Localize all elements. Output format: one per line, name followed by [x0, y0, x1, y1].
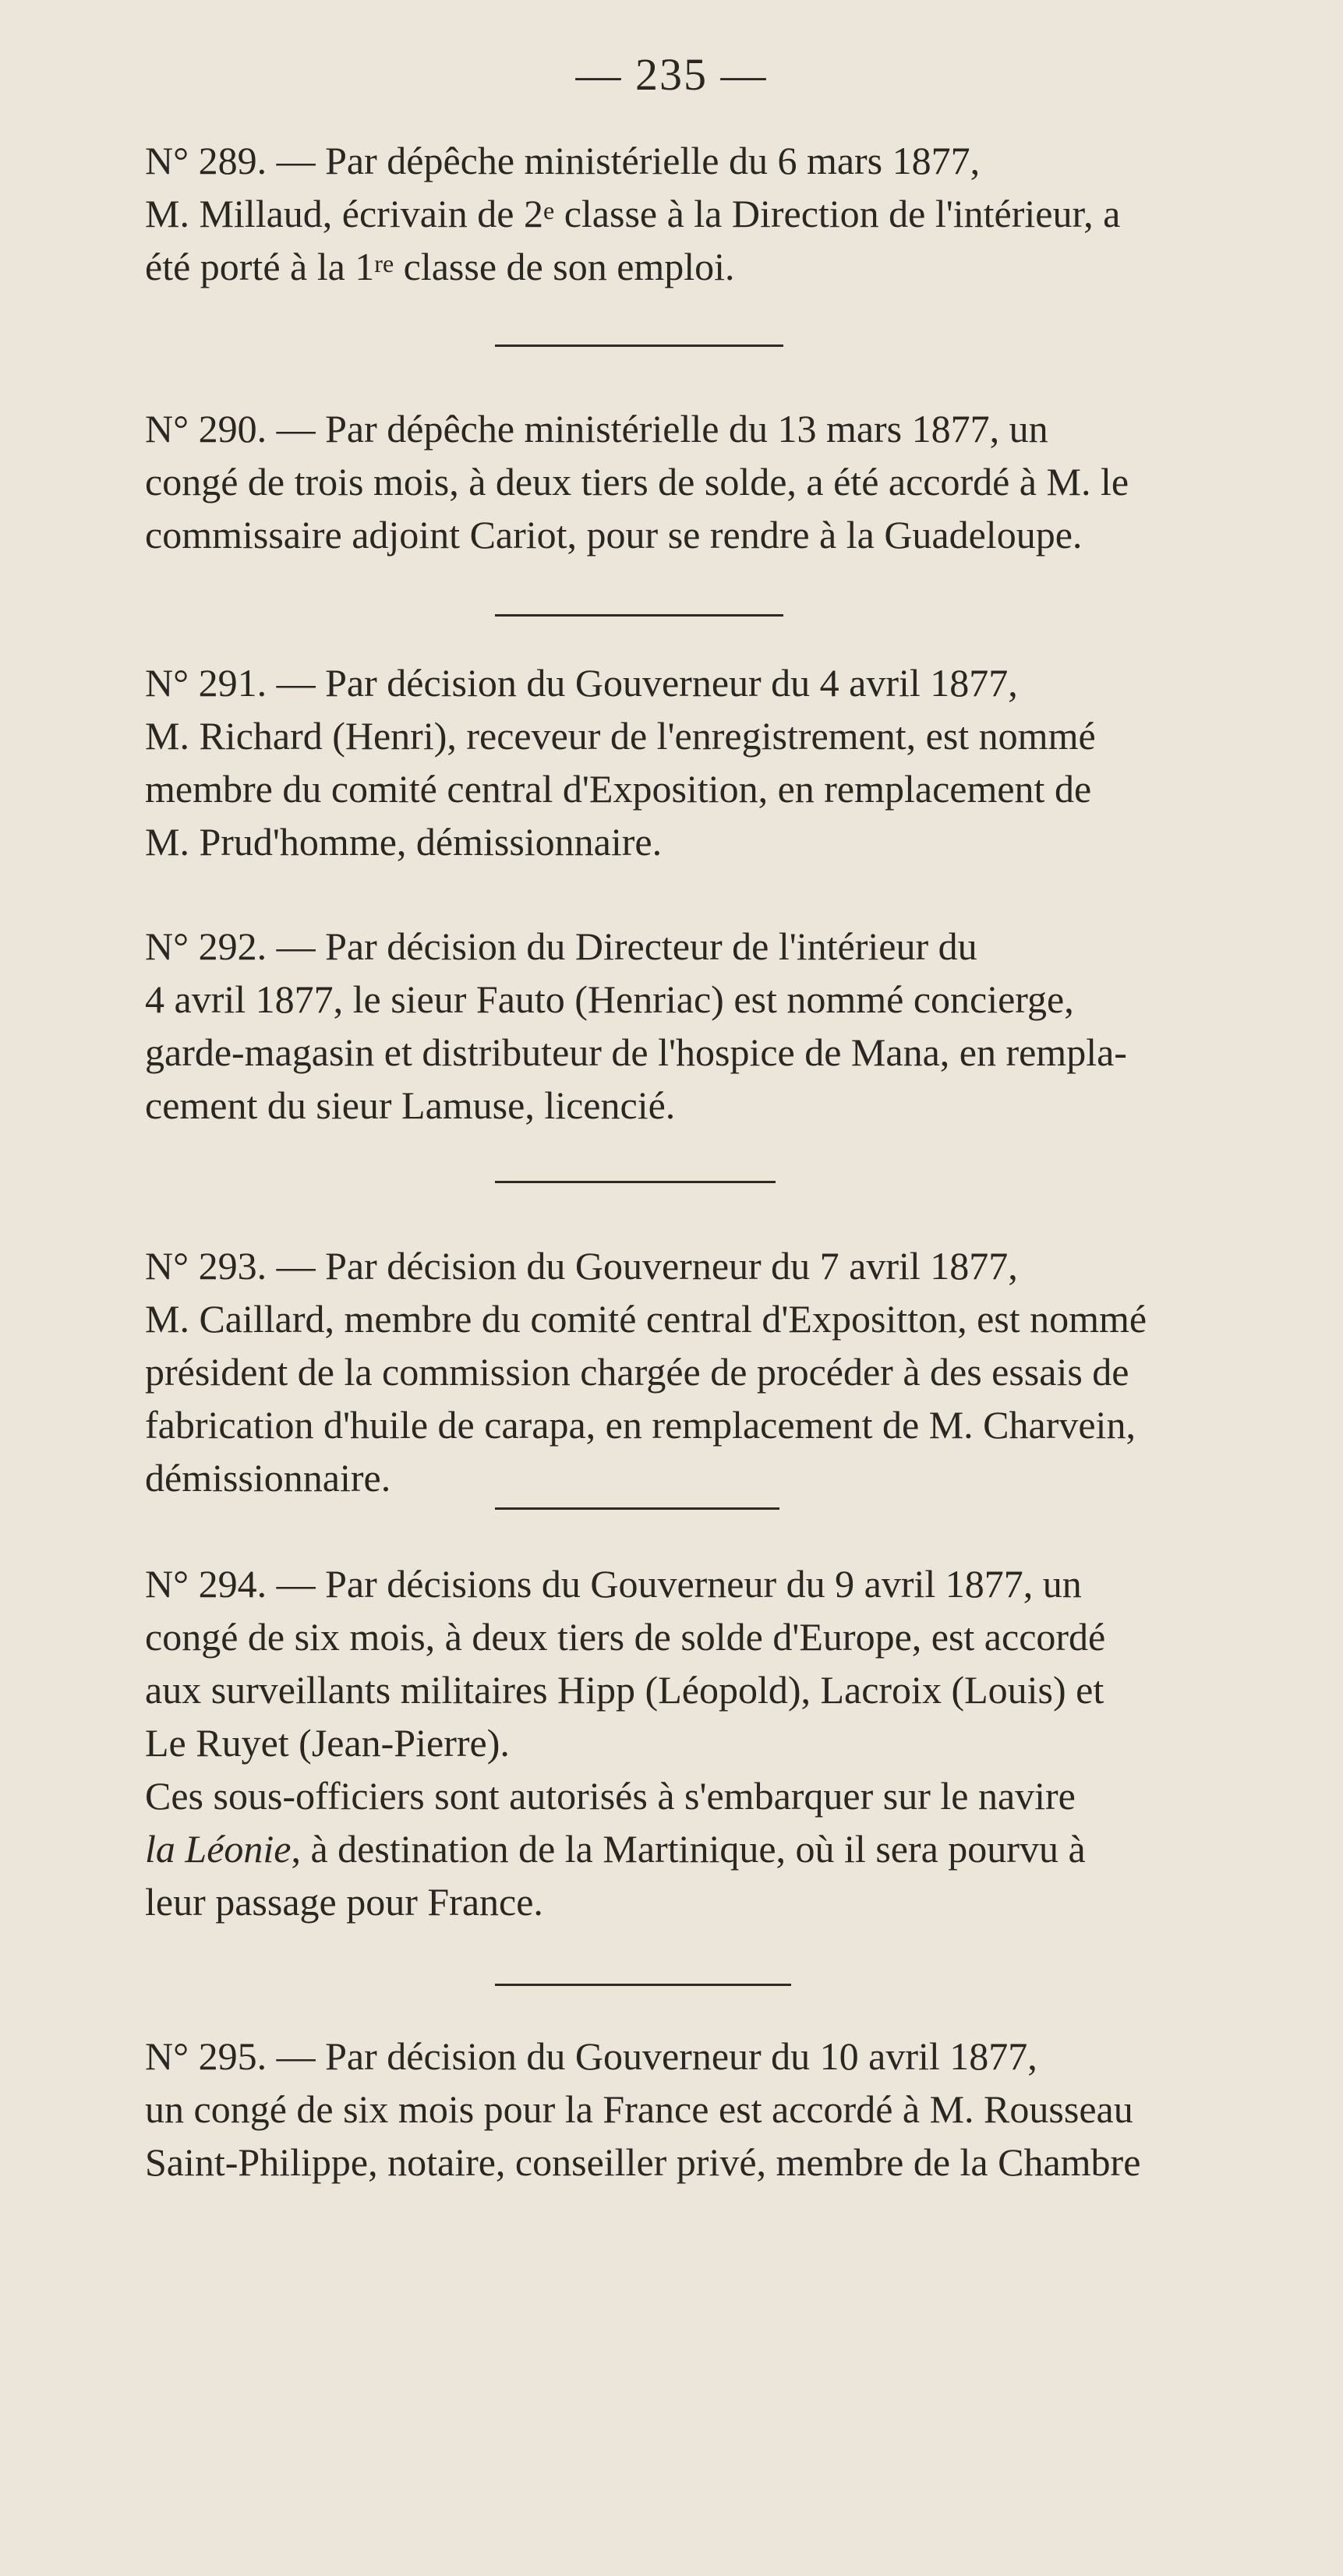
page-number: — 235 — [575, 49, 768, 100]
entry-294-cont-line-3: leur passage pour France. [145, 1880, 543, 1924]
entry-290 [95, 402, 1238, 561]
ship-name: la Léonie [145, 1827, 292, 1871]
divider [495, 1984, 791, 1986]
entry-293 [95, 1239, 1238, 1504]
entry-294-cont-line-2: la Léonie, à destination de la Martinique, où il sera pourvu à [145, 1827, 1086, 1871]
entry-293-line-4: fabrication d'huile de carapa, en remplacement de M. Charvein, [145, 1403, 1136, 1447]
entry-295-line-3: Saint-Philippe, notaire, conseiller privé, membre de la Chambre [145, 2140, 1141, 2184]
entry-289-line-2: M. Millaud, écrivain de 2e classe à la Direction de l'intérieur, a [145, 192, 1121, 235]
entry-291-line-4: M. Prud'homme, démissionnaire. [145, 820, 663, 864]
entry-294-cont-line-1: Ces sous-officiers sont autorisés à s'embarquer sur le navire [145, 1774, 1076, 1818]
entry-294-line-2: congé de six mois, à deux tiers de solde d'Europe, est accordé [145, 1615, 1106, 1659]
entry-294-line-3: aux surveillants militaires Hipp (Léopold), Lacroix (Louis) et [145, 1668, 1104, 1712]
entry-295-line-2: un congé de six mois pour la France est accordé à M. Rousseau [145, 2087, 1133, 2131]
entry-291-line-2: M. Richard (Henri), receveur de l'enregistrement, est nommé [145, 714, 1096, 758]
entry-290-line-3: commissaire adjoint Cariot, pour se rendre à la Guadeloupe. [145, 513, 1083, 557]
entry-292-line-2: 4 avril 1877, le sieur Fauto (Henriac) est nommé concierge, [145, 977, 1074, 1021]
entry-294-line-1: N° 294. — Par décisions du Gouverneur du 9 avril 1877, un [145, 1562, 1082, 1606]
entry-292-line-4: cement du sieur Lamuse, licencié. [145, 1083, 676, 1127]
entry-289-line-1: N° 289. — Par dépêche ministérielle du 6 mars 1877, [145, 139, 981, 182]
entry-291 [95, 656, 1238, 868]
divider [495, 614, 783, 617]
entry-292-line-1: N° 292. — Par décision du Directeur de l'intérieur du [145, 924, 977, 968]
entry-290-line-1: N° 290. — Par dépêche ministérielle du 13 mars 1877, un [145, 407, 1048, 451]
entry-292 [95, 920, 1238, 1132]
entry-295 [95, 2030, 1238, 2189]
divider [495, 345, 783, 347]
entry-293-line-1: N° 293. — Par décision du Gouverneur du 7 avril 1877, [145, 1244, 1018, 1288]
divider [495, 1507, 779, 1510]
entry-294 [95, 1557, 1238, 1769]
entry-289 [95, 134, 1238, 293]
entry-292-line-3: garde-magasin et distributeur de l'hospice de Mana, en rempla- [145, 1030, 1127, 1074]
entry-293-line-3: président de la commission chargée de procéder à des essais de [145, 1350, 1129, 1394]
entry-294-continuation [95, 1769, 1238, 1928]
entry-294-line-4: Le Ruyet (Jean-Pierre). [145, 1721, 510, 1765]
entry-295-line-1: N° 295. — Par décision du Gouverneur du 10 avril 1877, [145, 2034, 1037, 2078]
entry-291-line-3: membre du comité central d'Exposition, en remplacement de [145, 767, 1092, 811]
entry-293-line-2: M. Caillard, membre du comité central d'Expositton, est nommé [145, 1297, 1147, 1341]
entry-293-line-5: démissionnaire. [145, 1456, 391, 1500]
entry-289-line-3: été porté à la 1re classe de son emploi. [145, 245, 735, 288]
divider [495, 1181, 776, 1183]
entry-291-line-1: N° 291. — Par décision du Gouverneur du 4 avril 1877, [145, 661, 1018, 705]
entry-290-line-2: congé de trois mois, à deux tiers de solde, a été accordé à M. le [145, 460, 1129, 504]
